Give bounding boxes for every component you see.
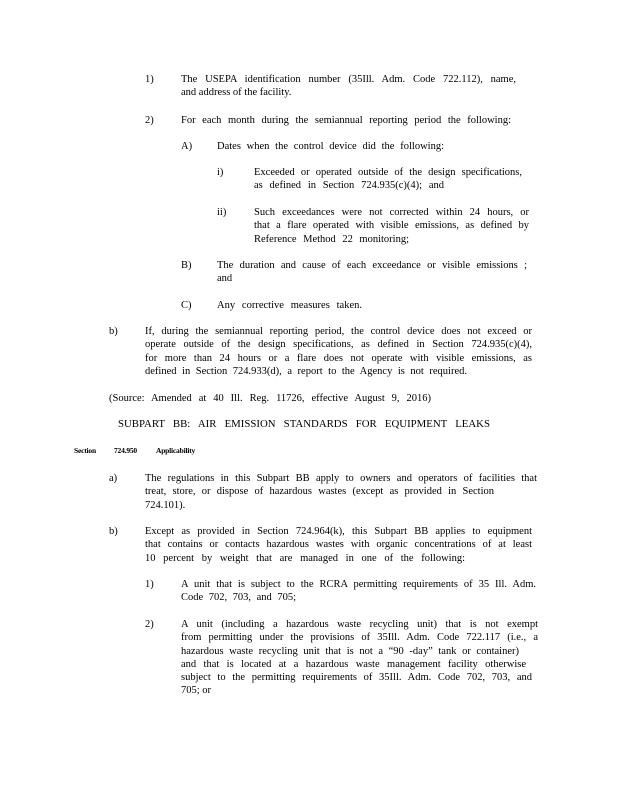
text-line: SUBPART BB: AIR EMISSION STANDARDS FOR EQUIPMENT LEAKS (118, 418, 490, 430)
text-line: Such exceedances were not corrected within 24 hours, or (254, 207, 529, 218)
text-line: from permitting under the provisions of 35Ill. Adm. Code 722.117 (i.e., a (181, 632, 538, 644)
text-line: treat, store, or dispose of hazardous wastes (except as provided in Section (145, 486, 494, 498)
text-line: 705; or (181, 685, 212, 697)
text-line: defined in Section 724.933(d), a report to the Agency is not required. (145, 365, 467, 377)
text-line: Any corrective measures taken. (217, 300, 362, 311)
section-number: 724.950 (114, 446, 137, 455)
section-title: Applicability (156, 446, 196, 455)
text-line: A unit (including a hazardous waste recycling unit) that is not exempt (181, 619, 538, 630)
paragraph-c2Ai (254, 166, 522, 193)
paragraph-b2-1 (181, 578, 536, 605)
paragraph-c1 (181, 73, 516, 100)
text-line: that a flare operated with visible emissions, as defined by (254, 220, 529, 232)
text-line: as defined in Section 724.935(c)(4); and (254, 180, 444, 192)
paragraph-c2 (181, 114, 511, 127)
item-label: i) (217, 167, 224, 178)
text-line: Code 702, 703, and 705; (181, 592, 296, 604)
item-label: B) (181, 260, 192, 271)
text-line: operate outside of the design specifications, as defined in Section 724.935(c)(4), (145, 339, 532, 351)
text-line: Reference Method 22 monitoring; (254, 233, 409, 245)
text-line: 724.101). (145, 499, 186, 511)
text-line: Except as provided in Section 724.964(k), this Subpart BB applies to equipment (145, 526, 532, 537)
text-line: Exceeded or operated outside of the design specifications, (254, 167, 522, 178)
item-label: A) (181, 141, 193, 152)
item-label: b) (109, 326, 118, 337)
text-line: The duration and cause of each exceedance or visible emissions ; (217, 260, 527, 271)
text-line: For each month during the semiannual reporting period the following: (181, 115, 511, 126)
text-line: 10 percent by weight that are managed in one of the following: (145, 552, 465, 564)
text-line: and address of the facility. (181, 87, 292, 99)
text-line: and (217, 273, 233, 285)
text-line: (Source: Amended at 40 Ill. Reg. 11726, effective August 9, 2016) (109, 393, 431, 404)
text-line: If, during the semiannual reporting period, the control device does not exceed or (145, 326, 532, 337)
paragraph-c2Aii (254, 206, 529, 246)
paragraph-a2 (145, 472, 537, 512)
text-line: hazardous waste recycling unit that is not a “90 -day” tank or container) (181, 645, 519, 657)
text-line: for more than 24 hours or a flare does not operate with visible emissions, as (145, 352, 532, 364)
item-label: 1) (145, 579, 154, 590)
source-note (109, 392, 431, 405)
text-line: The USEPA identification number (35Ill. Adm. Code 722.112), name, (181, 74, 516, 85)
section-word: Section (74, 446, 96, 455)
paragraph-c2B (217, 259, 527, 286)
paragraph-c2A (217, 140, 444, 153)
item-label: C) (181, 300, 192, 311)
text-line: Dates when the control device did the following: (217, 141, 444, 152)
item-label: 2) (145, 619, 154, 630)
item-label: 1) (145, 74, 154, 85)
text-line: subject to the permitting requirements of 35Ill. Adm. Code 702, 703, and (181, 672, 532, 684)
paragraph-b2-2 (181, 618, 538, 698)
paragraph-c2C (217, 299, 362, 312)
item-label: 2) (145, 115, 154, 126)
text-line: A unit that is subject to the RCRA permitting requirements of 35 Ill. Adm. (181, 579, 536, 590)
subpart-heading (118, 418, 490, 431)
paragraph-b1 (145, 325, 532, 378)
text-line: that contains or contacts hazardous wastes with organic concentrations of at least (145, 539, 532, 551)
text-line: The regulations in this Subpart BB apply to owners and operators of facilities that (145, 473, 537, 484)
paragraph-b2 (145, 525, 532, 565)
item-label: b) (109, 526, 118, 537)
item-label: a) (109, 473, 118, 484)
text-line: and that is located at a hazardous waste management facility otherwise (181, 658, 526, 670)
item-label: ii) (217, 207, 227, 218)
